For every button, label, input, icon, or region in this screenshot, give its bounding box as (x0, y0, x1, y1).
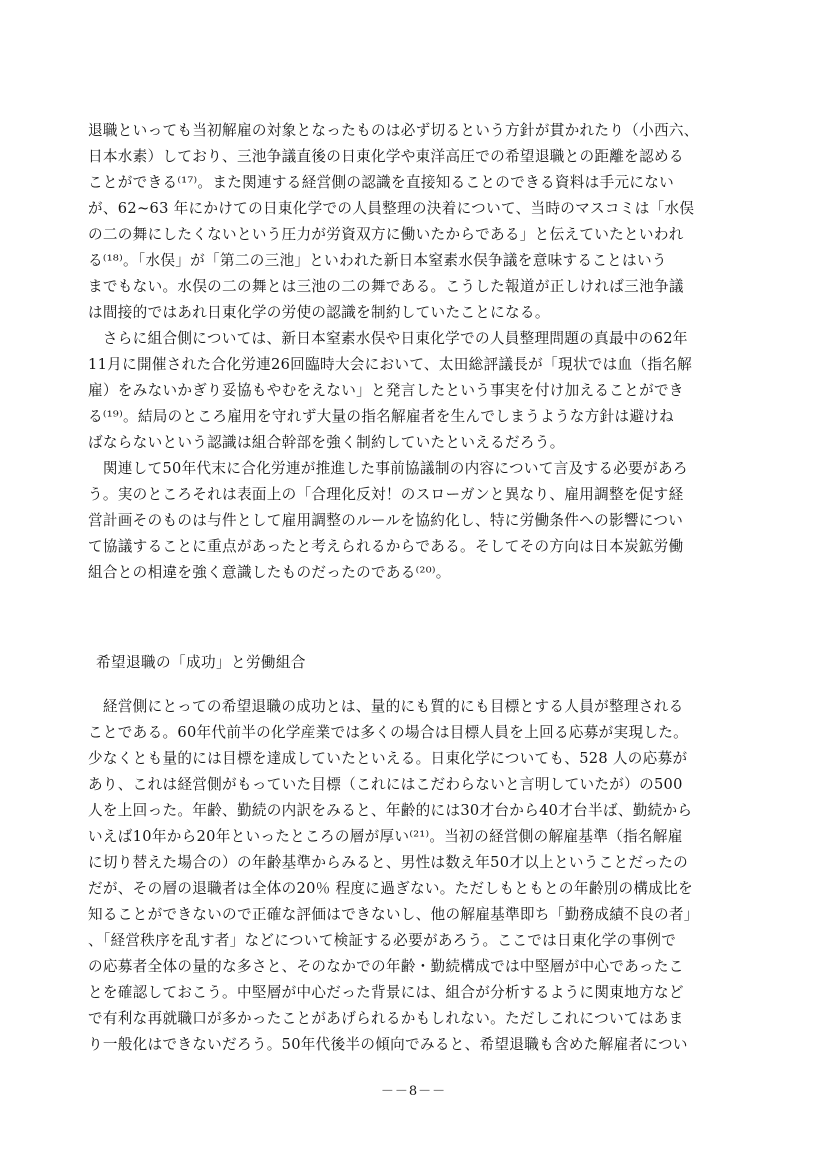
text-line: に切り替えた場合の）の年齢基準からみると、男性は数え年50才以上ということだったの (88, 854, 689, 871)
text-line: 、「経営秩序を乱す者」などについて検証する必要があろう。ここでは日東化学の事例で (88, 932, 677, 949)
text-line: り一般化はできないだろう。50年代後半の傾向でみると、希望退職も含めた解雇者につい (88, 1036, 688, 1053)
text-line: う。実のところそれは表面上の「合理化反対！のスローガンと異なり、雇用調整を促す経 (88, 486, 684, 503)
text-line: で有利な再就職口が多かったことがあげられるかもしれない。ただしこれについてはあま (88, 1010, 684, 1027)
text-line: とを確認しておこう。中堅層が中心だった背景には、組合が分析するように関東地方など (88, 984, 684, 1001)
text-line: までもない。水俣の二の舞とは三池の二の舞である。こうした報道が正しければ三池争議 (88, 278, 684, 295)
text-line: いえば10年から20年といったところの層が厚い⁽²¹⁾。当初の経営側の解雇基準（指名解雇 (88, 828, 683, 845)
text-line: の二の舞にしたくないという圧力が労資双方に働いたからである」と伝えていたといわれ (88, 226, 684, 243)
page-number: －－8－－ (380, 1084, 447, 1099)
body-section-1 (88, 118, 742, 586)
text-line: ばならないという認識は組合幹部を強く制約していたといえるだろう。 (88, 434, 565, 451)
text-line: て協議することに重点があったと考えられるからである。そしてその方向は日本炭鉱労働 (88, 538, 684, 555)
text-line: の応募者全体の量的な多さと、そのなかでの年齢・勤続構成では中堅層が中心であったこ (88, 958, 684, 975)
text-line: 雇）をみないかぎり妥協もやむをえない」と発言したという事実を付け加えることができ (88, 382, 684, 399)
section-heading: 希望退職の「成功」と労働組合 (96, 654, 306, 671)
text-line: 経営側にとっての希望退職の成功とは、量的にも質的にも目標とする人員が整理される (88, 698, 684, 715)
text-line: 関連して50年代末に合化労連が推進した事前協議制の内容について言及する必要があろ (88, 460, 688, 477)
text-line: 人を上回った。年齢、勤続の内訳をみると、年齢的には30才台から40才台半ば、勤続から (88, 802, 693, 819)
text-line: 少なくとも量的には目標を達成していたといえる。日東化学についても、528 人の応募が (88, 750, 688, 767)
text-line: 日本水素）しており、三池争議直後の日東化学や東洋高圧での希望退職との距離を認める (88, 148, 684, 165)
text-line: さらに組合側については、新日本窒素水俣や日東化学での人員整理問題の真最中の62年 (88, 330, 688, 347)
text-line: あり、これは経営側がもっていた目標（これにはこだわらないと言明していたが）の500 (88, 776, 683, 793)
body-section-2 (88, 694, 742, 1058)
text-line: ことである。60年代前半の化学産業では多くの場合は目標人員を上回る応募が実現した。 (88, 724, 689, 741)
paragraph-block-2 (88, 694, 742, 1058)
text-line: る⁽¹⁸⁾。「水俣」が「第二の三池」といわれた新日本窒素水俣争議を意味することはいう (88, 252, 667, 269)
paragraph-block-1 (88, 118, 742, 586)
text-line: が、62~63 年にかけての日東化学での人員整理の決着について、当時のマスコミは「水俣 (88, 200, 695, 217)
text-line: 営計画そのものは与件として雇用調整のルールを協約化し、特に労働条件への影響につい (88, 512, 684, 529)
text-line: 組合との相違を強く意識したものだったのである⁽²⁰⁾。 (88, 564, 451, 581)
text-line: ことができる⁽¹⁷⁾。また関連する経営側の認識を直接知ることのできる資料は手元にない (88, 174, 675, 191)
text-line: 11月に開催された合化労連26回臨時大会において、太田総評議長が「現状では血（指名解 (88, 356, 693, 373)
text-line: 退職といっても当初解雇の対象となったものは必ず切るという方針が貫かれたり（小西六、 (88, 122, 699, 139)
text-line: 知ることができないので正確な評価はできないし、他の解雇基準即ち「勤務成績不良の者」 (88, 906, 699, 923)
text-line: る⁽¹⁹⁾。結局のところ雇用を守れず大量の指名解雇者を生んでしまうような方針は避けね (88, 408, 675, 425)
text-line: だが、その層の退職者は全体の20％ 程度に過ぎない。ただしもともとの年齢別の構成比を (88, 880, 693, 897)
text-line: は間接的ではあれ日東化学の労使の認識を制約していたことになる。 (88, 304, 550, 321)
